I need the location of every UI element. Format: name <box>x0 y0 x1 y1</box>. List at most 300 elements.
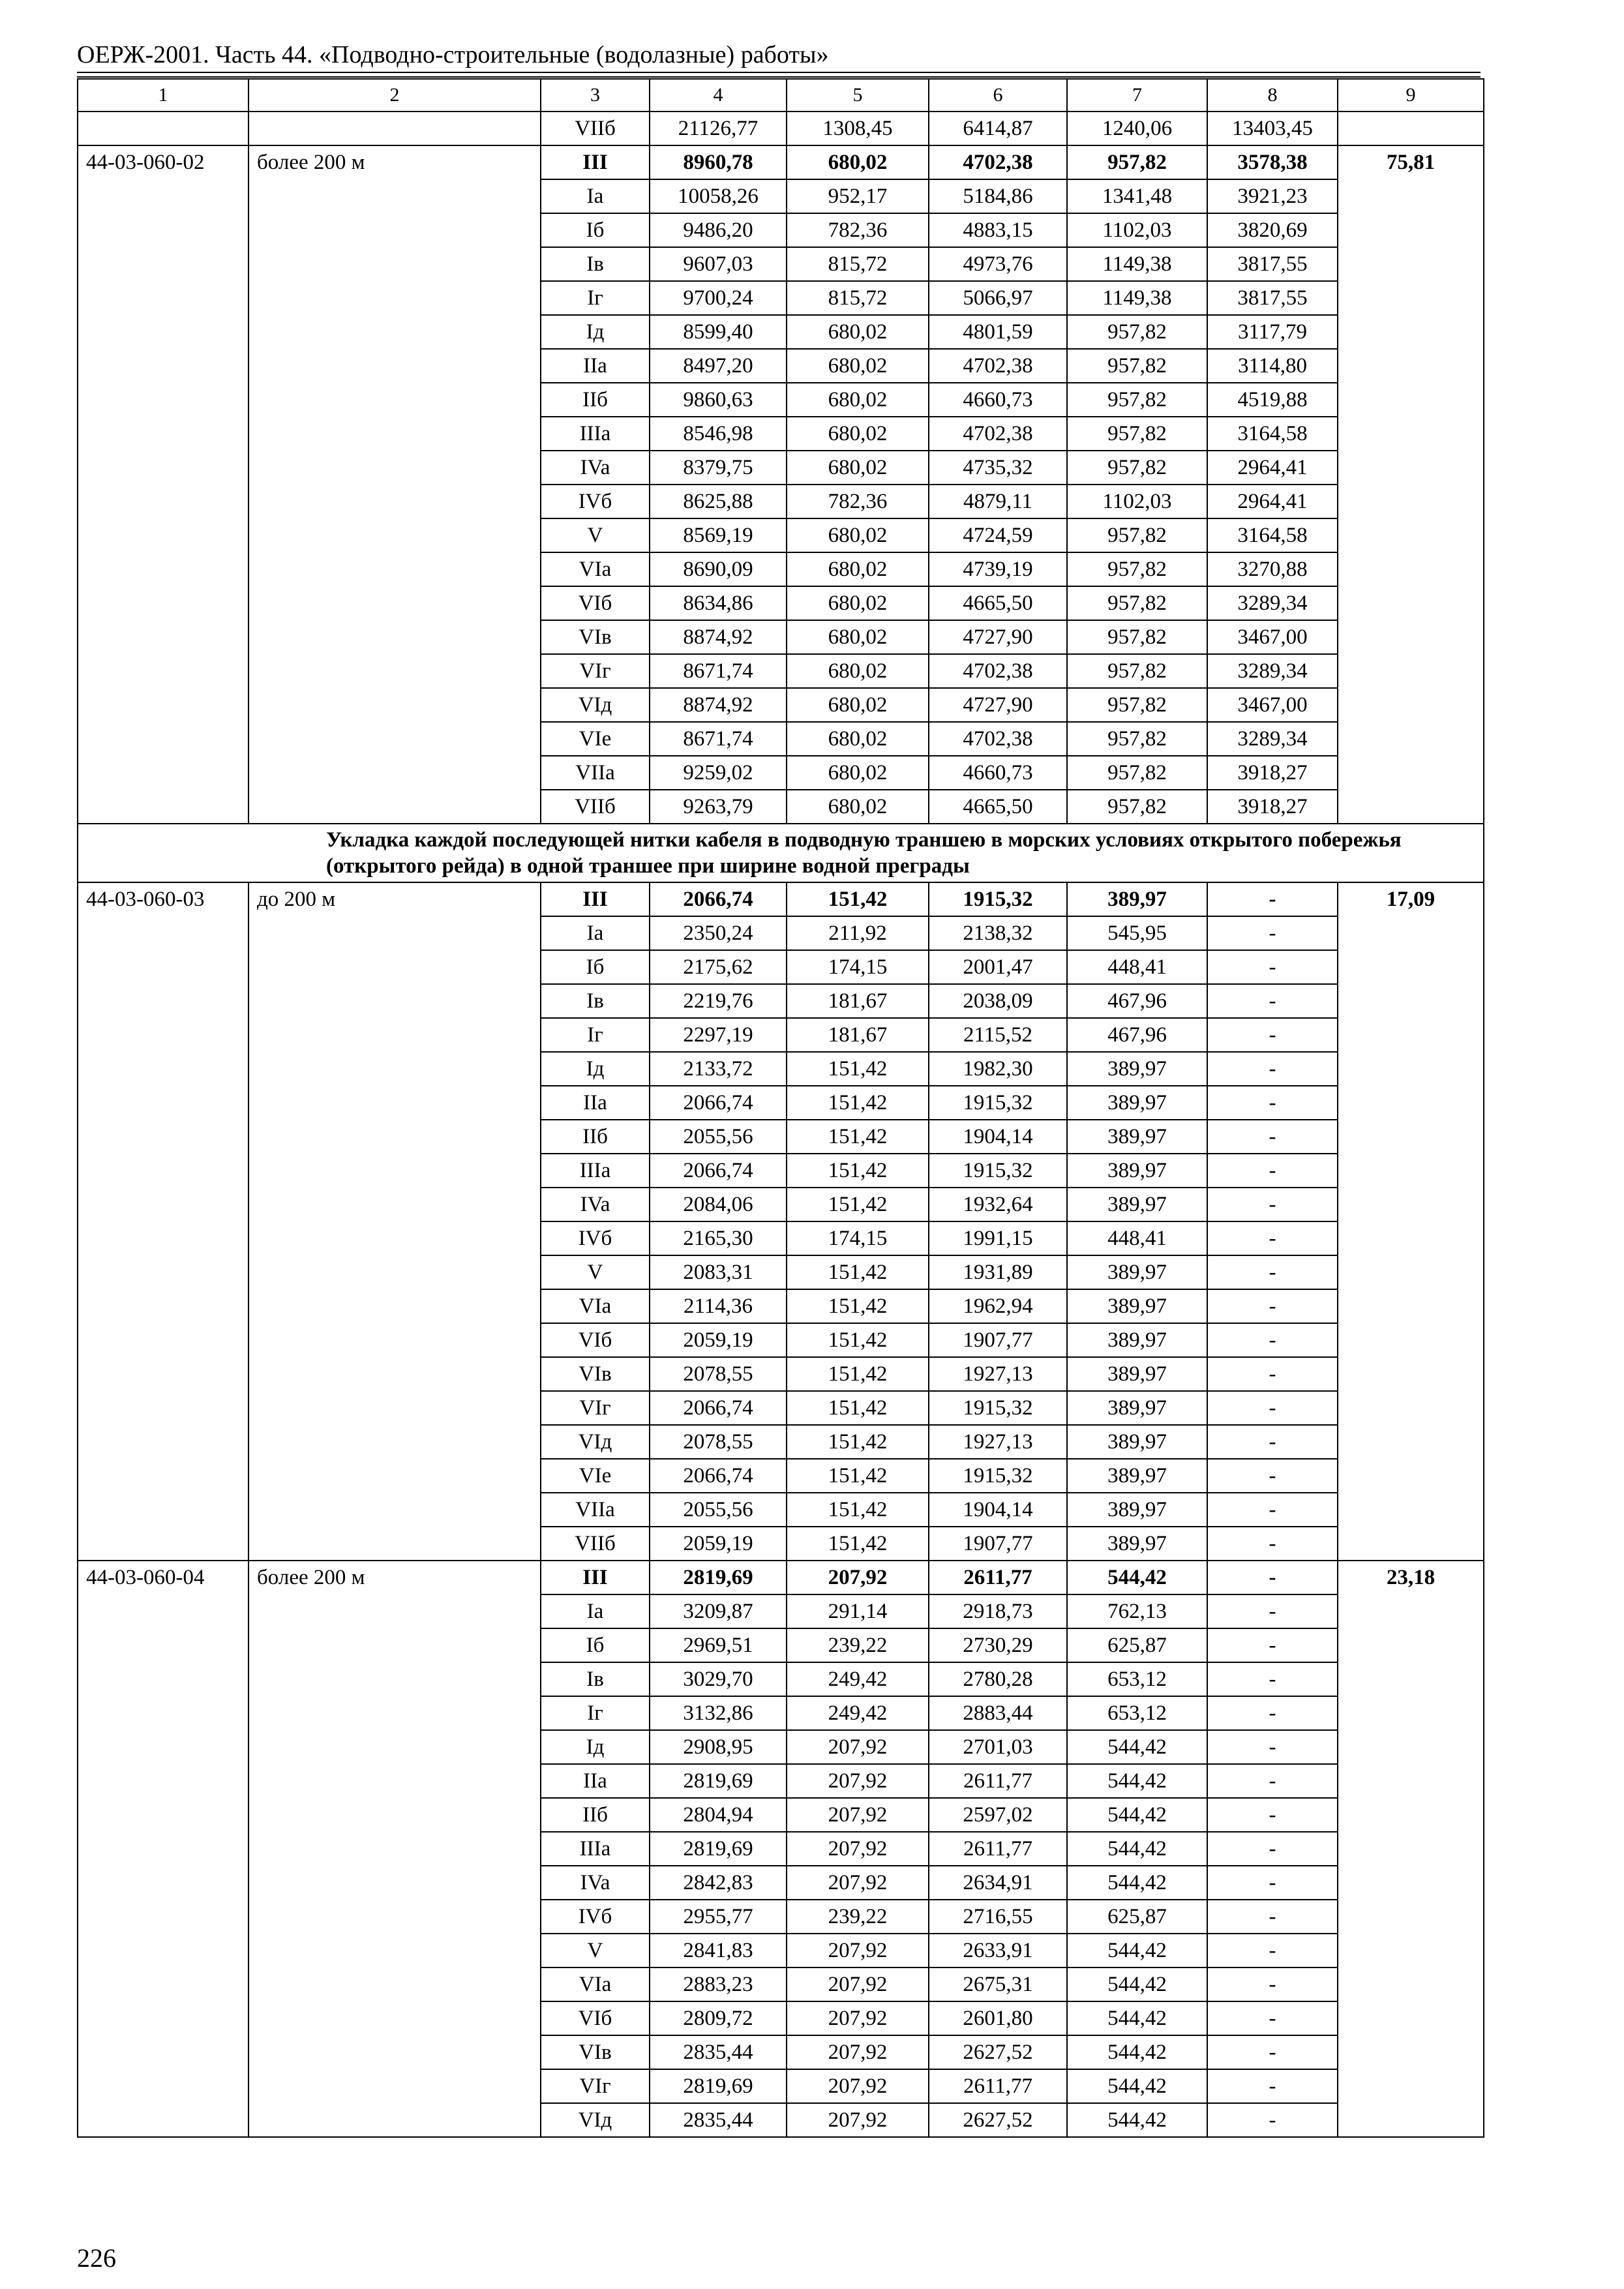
value-cell: 3918,27 <box>1207 790 1338 824</box>
value-cell: - <box>1207 1459 1338 1493</box>
value-cell: 680,02 <box>787 620 929 654</box>
zone-cell: VIв <box>541 620 650 654</box>
value-cell: 4883,15 <box>929 213 1067 247</box>
zone-cell: III <box>541 145 650 179</box>
value-cell: 625,87 <box>1067 1628 1207 1662</box>
value-cell: 151,42 <box>787 1323 929 1357</box>
value-cell: 1308,45 <box>787 112 929 145</box>
column-number: 3 <box>541 79 650 112</box>
zone-cell: IVб <box>541 1900 650 1934</box>
value-cell: - <box>1207 1561 1338 1594</box>
value-cell: 1991,15 <box>929 1221 1067 1255</box>
value-cell: 815,72 <box>787 281 929 315</box>
value-cell: - <box>1207 1289 1338 1323</box>
value-cell: 3467,00 <box>1207 620 1338 654</box>
value-cell: 957,82 <box>1067 417 1207 451</box>
value-cell: - <box>1207 1323 1338 1357</box>
value-cell: - <box>1207 1934 1338 1967</box>
value-cell: 389,97 <box>1067 1459 1207 1493</box>
zone-cell: Iв <box>541 984 650 1018</box>
value-cell: 2611,77 <box>929 2069 1067 2103</box>
value-cell: 1149,38 <box>1067 247 1207 281</box>
value-cell: 2964,41 <box>1207 485 1338 518</box>
value-cell: 957,82 <box>1067 620 1207 654</box>
zone-cell: IIб <box>541 1798 650 1832</box>
value-cell: 151,42 <box>787 1527 929 1561</box>
value-cell: 8874,92 <box>650 620 787 654</box>
zone-cell: VIд <box>541 1425 650 1459</box>
value-cell: - <box>1207 1221 1338 1255</box>
value-cell: - <box>1207 2069 1338 2103</box>
value-cell: 544,42 <box>1067 2103 1207 2137</box>
value-cell: 653,12 <box>1067 1662 1207 1696</box>
value-cell: 10058,26 <box>650 179 787 213</box>
value-cell: 762,13 <box>1067 1594 1207 1628</box>
value-cell: 151,42 <box>787 1255 929 1289</box>
value-cell: 680,02 <box>787 383 929 417</box>
zone-cell: VIб <box>541 586 650 620</box>
value-cell: 2627,52 <box>929 2103 1067 2137</box>
value-cell: 8960,78 <box>650 145 787 179</box>
zone-cell: IVa <box>541 1188 650 1221</box>
code-cell <box>78 112 248 145</box>
zone-cell: IVa <box>541 1866 650 1900</box>
rate-description: до 200 м <box>248 882 541 1561</box>
value-cell: 957,82 <box>1067 518 1207 552</box>
value-cell: 957,82 <box>1067 315 1207 349</box>
table-row <box>78 112 1484 145</box>
zone-cell: VIг <box>541 1391 650 1425</box>
value-cell: - <box>1207 2001 1338 2035</box>
value-cell: 2819,69 <box>650 1832 787 1866</box>
value-cell: 151,42 <box>787 1391 929 1425</box>
value-cell: 207,92 <box>787 2069 929 2103</box>
zone-cell: Iд <box>541 1730 650 1764</box>
zone-cell: IVб <box>541 485 650 518</box>
value-cell: 3817,55 <box>1207 247 1338 281</box>
zone-cell: IIa <box>541 1086 650 1120</box>
zone-cell: IIIa <box>541 1154 650 1188</box>
value-cell: 389,97 <box>1067 1425 1207 1459</box>
value-cell: 653,12 <box>1067 1696 1207 1730</box>
zone-cell: VIIa <box>541 756 650 790</box>
zone-cell: Iд <box>541 315 650 349</box>
value-cell: 9700,24 <box>650 281 787 315</box>
value-cell: 680,02 <box>787 688 929 722</box>
zone-cell: VIб <box>541 2001 650 2035</box>
value-cell: 2611,77 <box>929 1764 1067 1798</box>
value-cell: 291,14 <box>787 1594 929 1628</box>
value-cell: 8634,86 <box>650 586 787 620</box>
value-cell: 957,82 <box>1067 756 1207 790</box>
column-number: 6 <box>929 79 1067 112</box>
running-header: ОЕРЖ-2001. Часть 44. «Подводно-строительные (водолазные) работы» <box>77 41 829 68</box>
value-cell: 4973,76 <box>929 247 1067 281</box>
value-cell: 389,97 <box>1067 1391 1207 1425</box>
value-cell: 21126,77 <box>650 112 787 145</box>
value-cell: 9486,20 <box>650 213 787 247</box>
zone-cell: VIa <box>541 552 650 586</box>
value-cell: 1931,89 <box>929 1255 1067 1289</box>
value-cell: 680,02 <box>787 315 929 349</box>
value-cell: 1927,13 <box>929 1425 1067 1459</box>
value-cell: 2601,80 <box>929 2001 1067 2035</box>
value-cell: 2078,55 <box>650 1357 787 1391</box>
value-cell: 2297,19 <box>650 1018 787 1052</box>
value-cell: 2883,44 <box>929 1696 1067 1730</box>
value-cell: 207,92 <box>787 2103 929 2137</box>
value-cell: 4519,88 <box>1207 383 1338 417</box>
value-cell: 151,42 <box>787 1459 929 1493</box>
value-cell: 680,02 <box>787 586 929 620</box>
value-cell: 8671,74 <box>650 722 787 756</box>
value-cell: 1149,38 <box>1067 281 1207 315</box>
column-number: 4 <box>650 79 787 112</box>
value-cell: 1927,13 <box>929 1357 1067 1391</box>
zone-cell: Iг <box>541 1696 650 1730</box>
value-cell: 1240,06 <box>1067 112 1207 145</box>
zone-cell: VIe <box>541 722 650 756</box>
zone-cell: Iг <box>541 1018 650 1052</box>
value-cell: 13403,45 <box>1207 112 1338 145</box>
value-cell: 9263,79 <box>650 790 787 824</box>
value-cell: - <box>1207 1052 1338 1086</box>
value-cell: 1341,48 <box>1067 179 1207 213</box>
value-cell: 1915,32 <box>929 1391 1067 1425</box>
rate-code: 44-03-060-02 <box>78 145 248 824</box>
value-cell: 957,82 <box>1067 688 1207 722</box>
header-rule <box>77 72 1481 73</box>
value-cell: 2066,74 <box>650 1086 787 1120</box>
value-cell: 207,92 <box>787 1561 929 1594</box>
value-cell: 448,41 <box>1067 1221 1207 1255</box>
zone-cell: Ia <box>541 179 650 213</box>
value-cell: 2701,03 <box>929 1730 1067 1764</box>
labor-total: 23,18 <box>1338 1561 1484 2137</box>
value-cell: 1904,14 <box>929 1120 1067 1154</box>
value-cell: 2083,31 <box>650 1255 787 1289</box>
value-cell: 389,97 <box>1067 1188 1207 1221</box>
value-cell: 3289,34 <box>1207 654 1338 688</box>
value-cell: 4702,38 <box>929 722 1067 756</box>
value-cell: 389,97 <box>1067 1052 1207 1086</box>
value-cell: - <box>1207 1730 1338 1764</box>
value-cell: 2809,72 <box>650 2001 787 2035</box>
zone-cell: VIд <box>541 688 650 722</box>
value-cell: 2627,52 <box>929 2035 1067 2069</box>
value-cell: 207,92 <box>787 1730 929 1764</box>
zone-cell: IIб <box>541 1120 650 1154</box>
rates-table <box>77 78 1484 2138</box>
value-cell: 8690,09 <box>650 552 787 586</box>
value-cell: 2675,31 <box>929 1967 1067 2001</box>
labor-total: 17,09 <box>1338 882 1484 1561</box>
zone-cell: Ia <box>541 916 650 950</box>
value-cell: 151,42 <box>787 1086 929 1120</box>
value-cell: 2059,19 <box>650 1527 787 1561</box>
value-cell: 2716,55 <box>929 1900 1067 1934</box>
value-cell: 2611,77 <box>929 1561 1067 1594</box>
value-cell: 389,97 <box>1067 1120 1207 1154</box>
zone-cell: IVa <box>541 451 650 485</box>
value-cell: 3467,00 <box>1207 688 1338 722</box>
value-cell: 544,42 <box>1067 1730 1207 1764</box>
value-cell: 544,42 <box>1067 2069 1207 2103</box>
value-cell: 207,92 <box>787 2035 929 2069</box>
value-cell: 8599,40 <box>650 315 787 349</box>
value-cell: 1982,30 <box>929 1052 1067 1086</box>
value-cell: 4665,50 <box>929 790 1067 824</box>
value-cell: 3270,88 <box>1207 552 1338 586</box>
value-cell: 151,42 <box>787 1052 929 1086</box>
value-cell: 8497,20 <box>650 349 787 383</box>
value-cell: 680,02 <box>787 145 929 179</box>
value-cell: - <box>1207 950 1338 984</box>
zone-cell: IIIa <box>541 1832 650 1866</box>
value-cell: - <box>1207 1967 1338 2001</box>
value-cell: 389,97 <box>1067 1154 1207 1188</box>
value-cell: 151,42 <box>787 1188 929 1221</box>
value-cell: 181,67 <box>787 984 929 1018</box>
zone-cell: Iв <box>541 1662 650 1696</box>
value-cell: 544,42 <box>1067 1798 1207 1832</box>
zone-cell: Iб <box>541 950 650 984</box>
zone-cell: Iб <box>541 213 650 247</box>
value-cell: - <box>1207 1357 1338 1391</box>
value-cell: 957,82 <box>1067 349 1207 383</box>
value-cell: 4879,11 <box>929 485 1067 518</box>
zone-cell: VIд <box>541 2103 650 2137</box>
value-cell: 2597,02 <box>929 1798 1067 1832</box>
value-cell: 2883,23 <box>650 1967 787 2001</box>
value-cell: 207,92 <box>787 1764 929 1798</box>
value-cell: 2059,19 <box>650 1323 787 1357</box>
value-cell: 3029,70 <box>650 1662 787 1696</box>
value-cell: 1915,32 <box>929 882 1067 916</box>
value-cell: 9259,02 <box>650 756 787 790</box>
value-cell: 6414,87 <box>929 112 1067 145</box>
value-cell: 2066,74 <box>650 1391 787 1425</box>
value-cell: - <box>1207 2035 1338 2069</box>
value-cell: 4702,38 <box>929 417 1067 451</box>
value-cell: 211,92 <box>787 916 929 950</box>
value-cell: 782,36 <box>787 213 929 247</box>
value-cell: 957,82 <box>1067 451 1207 485</box>
zone-cell: VIa <box>541 1967 650 2001</box>
value-cell: 2918,73 <box>929 1594 1067 1628</box>
value-cell: 2835,44 <box>650 2103 787 2137</box>
value-cell: 3820,69 <box>1207 213 1338 247</box>
value-cell: 2078,55 <box>650 1425 787 1459</box>
value-cell: 1932,64 <box>929 1188 1067 1221</box>
value-cell: 207,92 <box>787 1866 929 1900</box>
value-cell: 625,87 <box>1067 1900 1207 1934</box>
value-cell: 8874,92 <box>650 688 787 722</box>
rate-description: более 200 м <box>248 145 541 824</box>
rate-code: 44-03-060-04 <box>78 1561 248 2137</box>
column-number-row <box>78 79 1484 112</box>
value-cell: 389,97 <box>1067 1086 1207 1120</box>
value-cell: 957,82 <box>1067 145 1207 179</box>
value-cell: - <box>1207 1662 1338 1696</box>
value-cell: 1915,32 <box>929 1154 1067 1188</box>
value-cell: 389,97 <box>1067 1527 1207 1561</box>
value-cell: 174,15 <box>787 950 929 984</box>
value-cell: 207,92 <box>787 1798 929 1832</box>
value-cell: 4665,50 <box>929 586 1067 620</box>
zone-cell: VIг <box>541 2069 650 2103</box>
value-cell: 4724,59 <box>929 518 1067 552</box>
zone-cell: V <box>541 518 650 552</box>
value-cell: 1907,77 <box>929 1323 1067 1357</box>
value-cell: 1904,14 <box>929 1493 1067 1527</box>
table-row <box>78 882 1484 916</box>
value-cell: 952,17 <box>787 179 929 213</box>
value-cell: 151,42 <box>787 882 929 916</box>
value-cell: 151,42 <box>787 1120 929 1154</box>
value-cell: 2964,41 <box>1207 451 1338 485</box>
value-cell: - <box>1207 1425 1338 1459</box>
value-cell: - <box>1207 1832 1338 1866</box>
value-cell: 151,42 <box>787 1357 929 1391</box>
value-cell: 389,97 <box>1067 882 1207 916</box>
value-cell: - <box>1207 1798 1338 1832</box>
value-cell: 2611,77 <box>929 1832 1067 1866</box>
value-cell: 3209,87 <box>650 1594 787 1628</box>
value-cell: 4702,38 <box>929 349 1067 383</box>
value-cell: 389,97 <box>1067 1357 1207 1391</box>
value-cell: 680,02 <box>787 552 929 586</box>
value-cell: - <box>1207 1866 1338 1900</box>
value-cell: 2138,32 <box>929 916 1067 950</box>
value-cell: 957,82 <box>1067 722 1207 756</box>
value-cell: 239,22 <box>787 1900 929 1934</box>
value-cell: 1915,32 <box>929 1086 1067 1120</box>
value-cell: 239,22 <box>787 1628 929 1662</box>
value-cell: 680,02 <box>787 654 929 688</box>
value-cell: 3921,23 <box>1207 179 1338 213</box>
value-cell: 2634,91 <box>929 1866 1067 1900</box>
value-cell: 2633,91 <box>929 1934 1067 1967</box>
value-cell: 1962,94 <box>929 1289 1067 1323</box>
value-cell: 389,97 <box>1067 1255 1207 1289</box>
value-cell: 207,92 <box>787 1832 929 1866</box>
value-cell: 2842,83 <box>650 1866 787 1900</box>
value-cell: - <box>1207 1764 1338 1798</box>
value-cell: 1102,03 <box>1067 485 1207 518</box>
value-cell: 207,92 <box>787 1934 929 1967</box>
value-cell: - <box>1207 882 1338 916</box>
zone-cell: VIIб <box>541 112 650 145</box>
table-row <box>78 1561 1484 1594</box>
value-cell: 8569,19 <box>650 518 787 552</box>
value-cell: 2819,69 <box>650 1561 787 1594</box>
value-cell: 8671,74 <box>650 654 787 688</box>
value-cell: 2219,76 <box>650 984 787 1018</box>
value-cell: 2819,69 <box>650 2069 787 2103</box>
labor-total: 75,81 <box>1338 145 1484 824</box>
value-cell: 3117,79 <box>1207 315 1338 349</box>
value-cell: 467,96 <box>1067 1018 1207 1052</box>
zone-cell: VIIб <box>541 790 650 824</box>
value-cell: 467,96 <box>1067 984 1207 1018</box>
zone-cell: VIв <box>541 2035 650 2069</box>
value-cell: 3289,34 <box>1207 586 1338 620</box>
value-cell: 680,02 <box>787 722 929 756</box>
value-cell: 2969,51 <box>650 1628 787 1662</box>
value-cell: 2175,62 <box>650 950 787 984</box>
value-cell: 174,15 <box>787 1221 929 1255</box>
column-number: 7 <box>1067 79 1207 112</box>
value-cell: - <box>1207 1018 1338 1052</box>
value-cell: 5184,86 <box>929 179 1067 213</box>
value-cell: 4739,19 <box>929 552 1067 586</box>
rate-code: 44-03-060-03 <box>78 882 248 1561</box>
value-cell: 3817,55 <box>1207 281 1338 315</box>
value-cell: 1102,03 <box>1067 213 1207 247</box>
value-cell: - <box>1207 1255 1338 1289</box>
value-cell: 544,42 <box>1067 1561 1207 1594</box>
value-cell: 8625,88 <box>650 485 787 518</box>
value-cell: 181,67 <box>787 1018 929 1052</box>
value-cell: 2114,36 <box>650 1289 787 1323</box>
section-heading-row <box>78 824 1484 882</box>
value-cell: 680,02 <box>787 518 929 552</box>
zone-cell: Iд <box>541 1052 650 1086</box>
value-cell: 957,82 <box>1067 790 1207 824</box>
zone-cell: VIe <box>541 1459 650 1493</box>
value-cell: 3289,34 <box>1207 722 1338 756</box>
value-cell: 9607,03 <box>650 247 787 281</box>
value-cell: 2835,44 <box>650 2035 787 2069</box>
zone-cell: VIa <box>541 1289 650 1323</box>
value-cell: 2841,83 <box>650 1934 787 1967</box>
value-cell: 2350,24 <box>650 916 787 950</box>
rate-description: более 200 м <box>248 1561 541 2137</box>
zone-cell: Iв <box>541 247 650 281</box>
value-cell: 2066,74 <box>650 1459 787 1493</box>
value-cell: 4660,73 <box>929 383 1067 417</box>
value-cell: 3164,58 <box>1207 417 1338 451</box>
value-cell: 782,36 <box>787 485 929 518</box>
description-cell <box>248 112 541 145</box>
zone-cell: Iг <box>541 281 650 315</box>
value-cell: 389,97 <box>1067 1289 1207 1323</box>
value-cell: 151,42 <box>787 1493 929 1527</box>
value-cell: - <box>1207 1527 1338 1561</box>
value-cell: 4660,73 <box>929 756 1067 790</box>
zone-cell: Iб <box>541 1628 650 1662</box>
value-cell: 1907,77 <box>929 1527 1067 1561</box>
value-cell: 207,92 <box>787 2001 929 2035</box>
value-cell: 2780,28 <box>929 1662 1067 1696</box>
value-cell: 151,42 <box>787 1289 929 1323</box>
value-cell: 249,42 <box>787 1662 929 1696</box>
value-cell: 815,72 <box>787 247 929 281</box>
value-cell: 2066,74 <box>650 1154 787 1188</box>
column-number: 5 <box>787 79 929 112</box>
value-cell: 957,82 <box>1067 654 1207 688</box>
value-cell: 2133,72 <box>650 1052 787 1086</box>
value-cell: - <box>1207 2103 1338 2137</box>
zone-cell: Ia <box>541 1594 650 1628</box>
value-cell: 2055,56 <box>650 1493 787 1527</box>
value-cell: 151,42 <box>787 1154 929 1188</box>
value-cell: 2115,52 <box>929 1018 1067 1052</box>
column-number: 8 <box>1207 79 1338 112</box>
zone-cell: IIIa <box>541 417 650 451</box>
table-row <box>78 145 1484 179</box>
